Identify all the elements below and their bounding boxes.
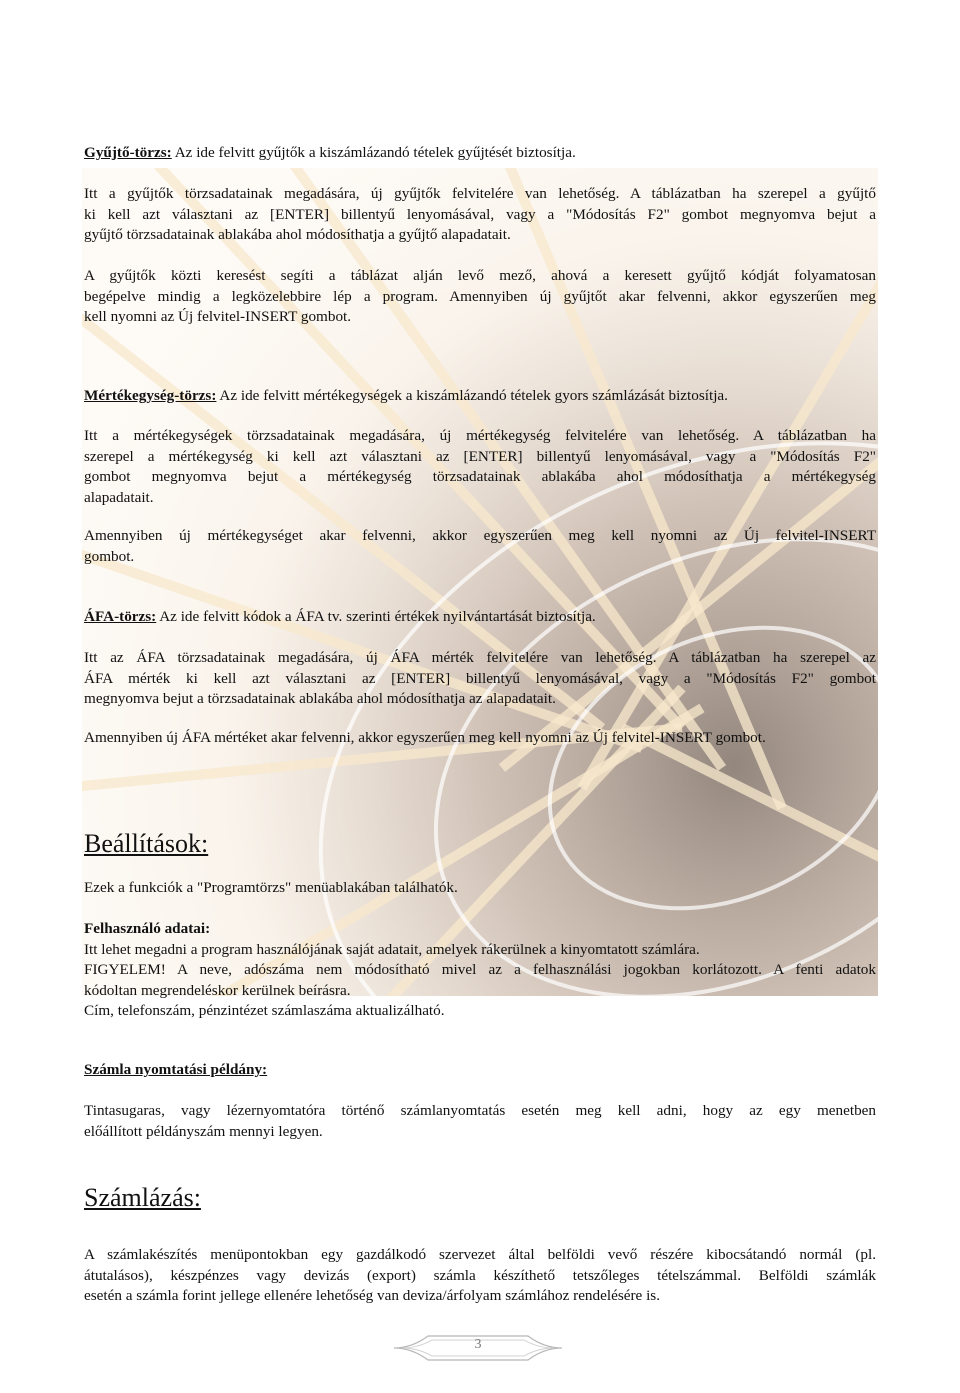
text-line: A számlakészítés menüpontokban egy gazdálkodó szervezet által belföldi vevő részére kibocsátandó normál (pl. [84, 1246, 876, 1263]
afa-paragraph-1 [84, 648, 876, 710]
text-line: esetén a számla forint jellege ellenére lehetőség van deviza/árfolyam számlához rendelésére is. [84, 1287, 660, 1305]
nyomtatasi-paragraph [84, 1101, 876, 1142]
text-line: kell nyomni az Új felvitel-INSERT gombot. [84, 308, 352, 326]
text-line: előállított példányszám mennyi legyen. [84, 1122, 323, 1140]
afa-paragraph-2 [84, 728, 876, 749]
page-footer [392, 1328, 564, 1368]
nyomtatasi-heading-paragraph [84, 1060, 876, 1081]
text-line: alapadatait. [84, 488, 154, 506]
text-line: Amennyiben új mértékegységet akar felvenni, akkor egyszerűen meg kell nyomni az Új felvitel-INSERT [84, 527, 876, 544]
text-line: Cím, telefonszám, pénzintézet számlaszáma aktualizálható. [84, 1002, 445, 1020]
mertekegyseg-paragraph-1 [84, 426, 876, 508]
text-line: átutalásos), készpénzes vagy devizás (export) számla készíthető tetszőleges tételszámmal. Belföldi számlák [84, 1266, 876, 1284]
mertekegyseg-intro-paragraph [84, 386, 876, 407]
mertekegyseg-intro-text: Az ide felvitt mértékegységek a kiszámlázandó tételek gyors számlázását biztosítja. [216, 387, 728, 404]
afa-heading: ÁFA-törzs: [84, 608, 157, 625]
gyujto-intro-text: Az ide felvitt gyűjtők a kiszámlázandó tételek gyűjtését biztosítja. [171, 144, 576, 161]
szamlazas-paragraph [84, 1245, 876, 1307]
beallitasok-title: Beállítások: [84, 829, 209, 858]
nyomtatasi-heading: Számla nyomtatási példány: [84, 1061, 268, 1078]
text-line: ki kell azt választani az [ENTER] billentyű lenyomásával, vagy a "Módosítás F2" gombot megnyomva bejut a [84, 205, 876, 223]
text-line: begépelve mindig a legközelebbire lép a program. Amennyiben új gyűjtőt akar felvenni, akkor egyszerűen meg [84, 287, 876, 305]
page-number: 3 [474, 1337, 482, 1352]
text-line: ÁFA mérték ki kell azt választani az [ENTER] billentyű lenyomásával, vagy a "Módosítás F2" gombot [84, 669, 876, 687]
text-line: Amennyiben új ÁFA mértéket akar felvenni, akkor egyszerűen meg kell nyomni az Új felvitel-INSERT gombot. [84, 729, 766, 746]
text-line: Itt az ÁFA törzsadatainak megadására, új ÁFA mérték felvitelére van lehetőség. A táblázatban ha szerepel az [84, 649, 876, 666]
felhasznalo-section [84, 919, 876, 1022]
text-line: kódoltan megrendeléskor kerülnek beírásra. [84, 981, 351, 999]
beallitasok-intro: Ezek a funkciók a "Programtörzs" menüablakában találhatók. [84, 879, 458, 896]
szamlazas-title: Számlázás: [84, 1183, 201, 1212]
mertekegyseg-heading: Mértékegység-törzs: [84, 387, 217, 404]
text-line: gyűjtő törzsadatainak ablakába ahol módosíthatja a gyűjtő alapadatait. [84, 226, 511, 244]
afa-intro-paragraph [84, 607, 876, 628]
felhasznalo-heading: Felhasználó adatai: [84, 920, 211, 937]
text-line: szerepel a mértékegység ki kell azt választani az [ENTER] billentyű lenyomásával, vagy a "Módosítás F2" [84, 447, 876, 465]
text-line: gombot megnyomva bejut a mértékegység törzsadatainak ablakába ahol módosíthatja a mértékegység [84, 468, 876, 486]
text-line: gombot. [84, 547, 135, 565]
text-line: Itt a mértékegységek törzsadatainak megadására, új mértékegység felvitelére van lehetőség. A táblázatban ha [84, 427, 876, 444]
gyujto-intro-paragraph [84, 143, 876, 164]
text-line: Itt lehet megadni a program használójának saját adatait, amelyek rákerülnek a kinyomtatott számlára. [84, 940, 700, 958]
text-line: FIGYELEM! A neve, adószáma nem módosítható mivel az a felhasználási jogokban korlátozott. A fenti adatok [84, 961, 876, 979]
gyujto-paragraph-2 [84, 266, 876, 328]
afa-intro-text: Az ide felvitt kódok a ÁFA tv. szerinti értékek nyilvántartását biztosítja. [156, 608, 596, 625]
gyujto-heading: Gyűjtő-törzs: [84, 144, 172, 161]
gyujto-paragraph-1 [84, 184, 876, 246]
text-line: Itt a gyűjtők törzsadatainak megadására, új gyűjtők felvitelére van lehetőség. A táblázatban ha szerepel a gyűjtő [84, 185, 876, 202]
text-line: megnyomva bejut a törzsadatainak ablakába ahol módosíthatja az alapadatait. [84, 690, 556, 708]
text-line: Tintasugaras, vagy lézernyomtatóra történő számlanyomtatás esetén meg kell adni, hogy az egy menetben [84, 1102, 876, 1119]
text-line: A gyűjtők közti keresést segíti a táblázat alján levő mező, ahová a keresett gyűjtő kódját folyamatosan [84, 267, 876, 284]
mertekegyseg-paragraph-2 [84, 526, 876, 567]
